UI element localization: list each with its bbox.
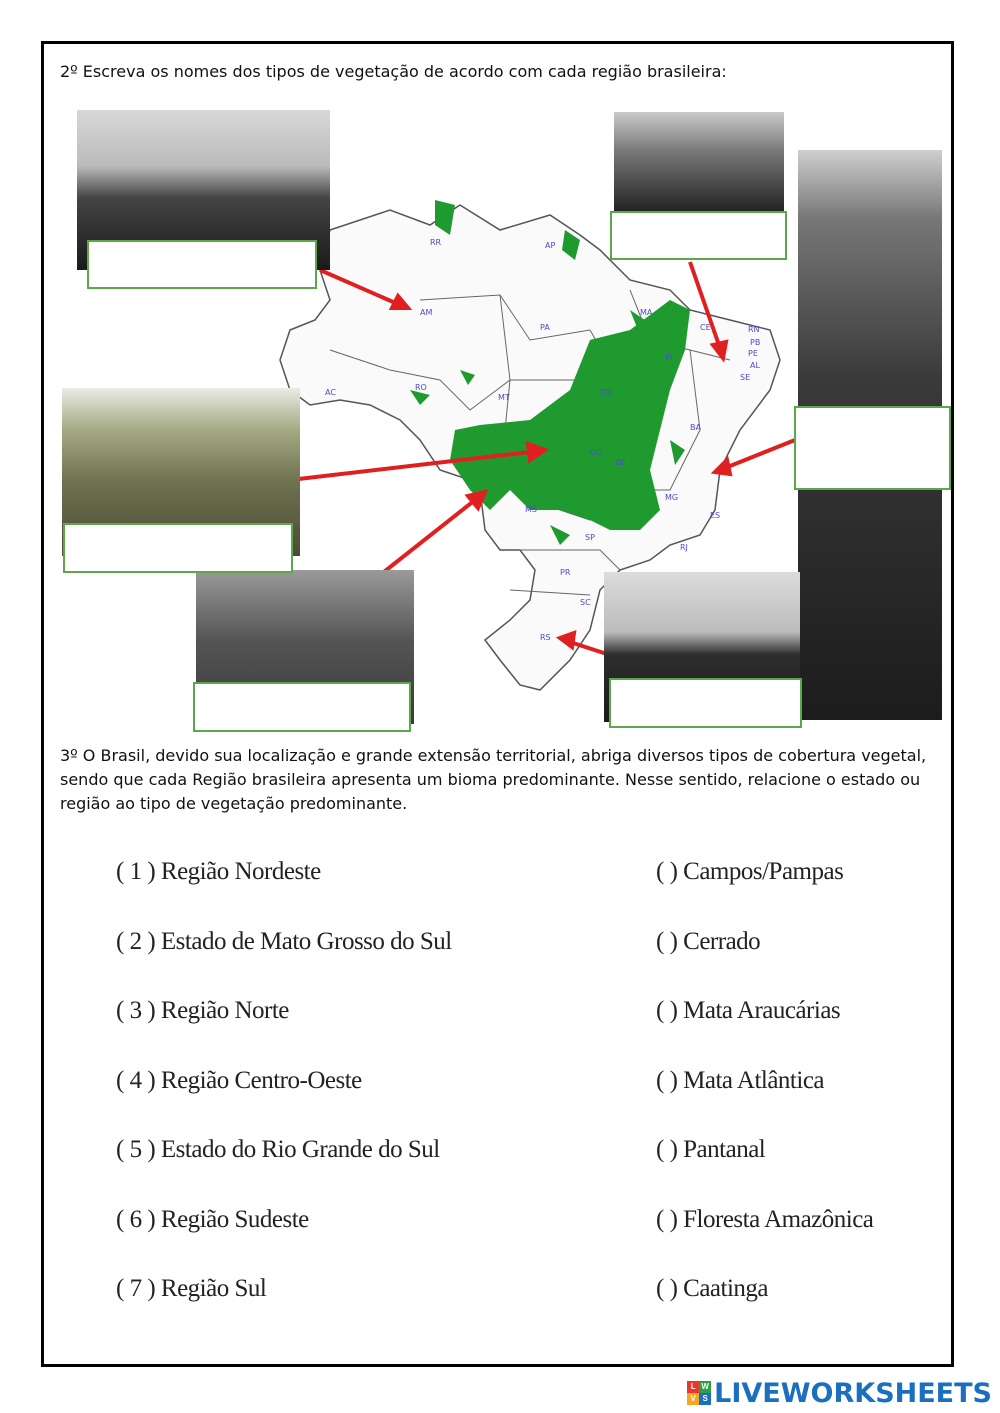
logo-text: LIVEWORKSHEETS: [714, 1377, 992, 1409]
state-label: AL: [750, 361, 760, 370]
badge-letter: S: [699, 1393, 711, 1405]
state-label: PB: [750, 338, 761, 347]
left-item: ( 3 ) Região Norte: [116, 997, 289, 1024]
state-label: AC: [325, 388, 336, 397]
state-label: MG: [665, 493, 679, 502]
left-item: ( 7 ) Região Sul: [116, 1275, 267, 1302]
state-label: TO: [600, 388, 612, 397]
answer-box-1[interactable]: [87, 240, 317, 289]
right-item[interactable]: ( ) Pantanal: [656, 1136, 766, 1163]
badge-letter: W: [699, 1381, 711, 1393]
answer-box-2[interactable]: [610, 211, 787, 260]
question-3-text: 3º O Brasil, devido sua localização e grande extensão territorial, abriga diversos tipos de cobertura vegetal, sendo que cada Região brasileira apresenta um bioma predominante. Nesse sentido, relacione o estado ou região ao tipo de vegetação predominante.: [60, 746, 927, 813]
badge-letter: V: [687, 1393, 699, 1405]
state-label: SP: [585, 533, 595, 542]
state-label: RO: [415, 383, 427, 392]
state-label: MA: [640, 308, 653, 317]
right-column-list: [656, 852, 873, 1339]
state-label: RN: [748, 325, 760, 334]
state-label: PI: [665, 353, 673, 362]
answer-box-4[interactable]: [63, 523, 293, 573]
right-item[interactable]: ( ) Cerrado: [656, 927, 761, 955]
left-item: ( 1 ) Região Nordeste: [116, 858, 321, 885]
state-label: AP: [545, 241, 556, 250]
right-item[interactable]: ( ) Mata Araucárias: [656, 997, 841, 1024]
state-label: SE: [740, 373, 751, 382]
badge-letter: L: [687, 1381, 699, 1393]
state-label: RR: [430, 238, 442, 247]
state-label: GO: [590, 448, 603, 457]
right-item[interactable]: ( ) Floresta Amazônica: [656, 1205, 874, 1233]
state-label: RS: [540, 633, 551, 642]
left-item: ( 6 ) Região Sudeste: [116, 1205, 309, 1233]
answer-box-5[interactable]: [193, 682, 411, 732]
left-item: ( 2 ) Estado de Mato Grosso do Sul: [116, 927, 452, 955]
state-label: MT: [498, 393, 510, 402]
state-label: AM: [420, 308, 433, 317]
left-item: ( 4 ) Região Centro-Oeste: [116, 1066, 362, 1094]
state-label: BA: [690, 423, 701, 432]
state-label: PE: [748, 349, 758, 358]
answer-box-6[interactable]: [609, 678, 802, 728]
left-item: ( 5 ) Estado do Rio Grande do Sul: [116, 1136, 440, 1163]
logo-badge-icon: [687, 1381, 711, 1405]
photo-cactus-caatinga: [614, 112, 784, 212]
liveworksheets-logo: [687, 1375, 992, 1411]
state-label: CE: [700, 323, 711, 332]
right-item[interactable]: ( ) Mata Atlântica: [656, 1066, 825, 1094]
state-label: MS: [525, 505, 537, 514]
state-label: PR: [560, 568, 571, 577]
state-label: PA: [540, 323, 550, 332]
state-label: DF: [615, 458, 626, 467]
answer-box-3[interactable]: [794, 406, 951, 490]
state-label: RJ: [680, 543, 688, 552]
right-item[interactable]: ( ) Caatinga: [656, 1275, 769, 1302]
left-column-list: [116, 852, 452, 1339]
state-label: SC: [580, 598, 591, 607]
question-2-text: 2º Escreva os nomes dos tipos de vegetação de acordo com cada região brasileira:: [60, 62, 727, 81]
state-label: ES: [710, 511, 721, 520]
right-item[interactable]: ( ) Campos/Pampas: [656, 858, 844, 885]
